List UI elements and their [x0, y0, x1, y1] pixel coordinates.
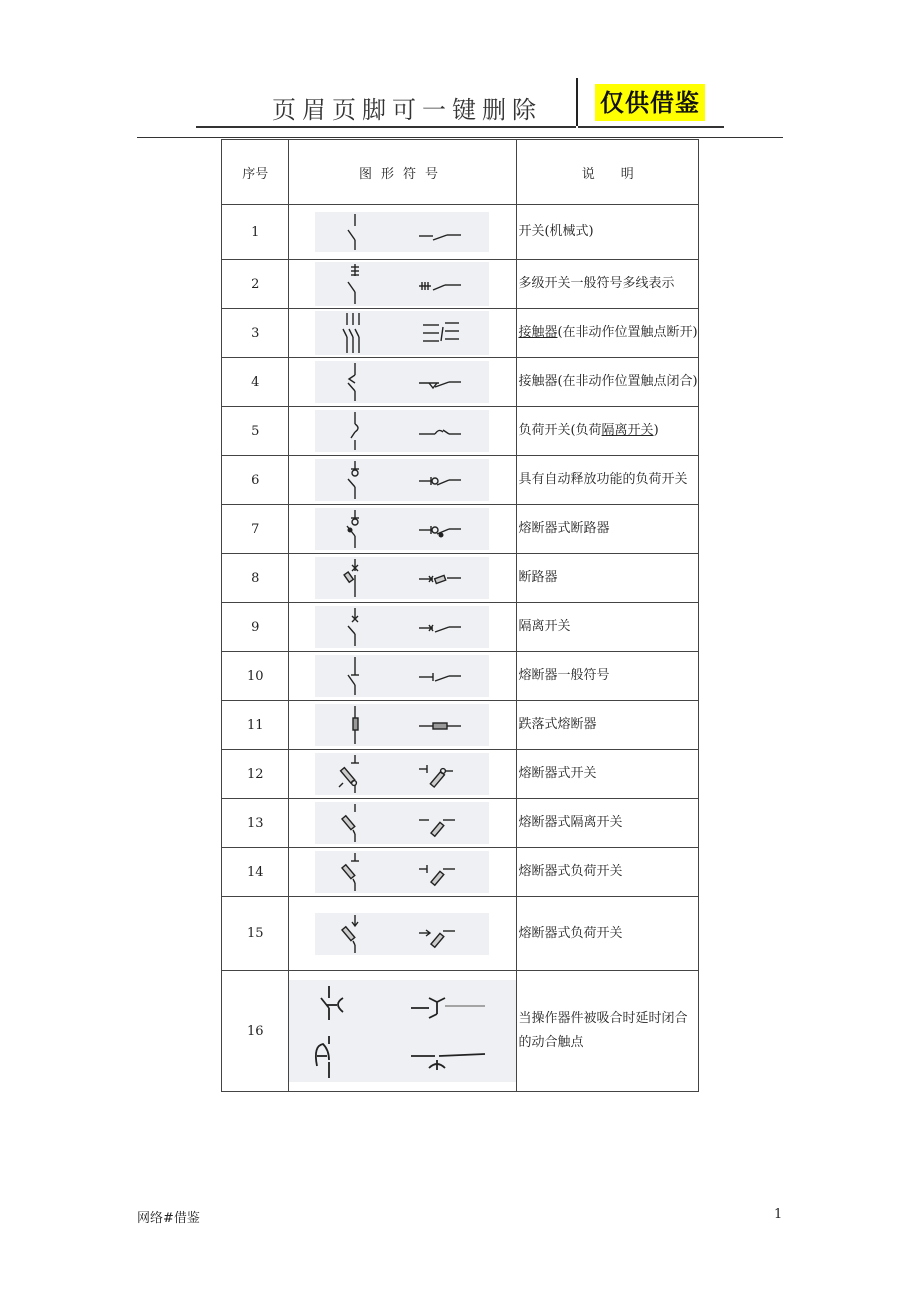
row-index: 2	[222, 260, 289, 309]
row-description: 接触器(在非动作位置触点闭合)	[517, 358, 699, 407]
fuse-disconnector-symbol-icon	[315, 802, 489, 844]
table-header-row	[222, 140, 699, 205]
row-description: 熔断器式负荷开关	[517, 897, 699, 971]
row-description: 隔离开关	[517, 603, 699, 652]
col-header-index: 序号	[222, 140, 289, 205]
drop-out-fuse-symbol-icon	[315, 704, 489, 746]
table-row	[222, 799, 699, 848]
row-index: 11	[222, 701, 289, 750]
row-description: 多级开关一般符号多线表示	[517, 260, 699, 309]
row-index: 7	[222, 505, 289, 554]
fuse-load-switch-symbol-icon	[315, 851, 489, 893]
banner-title: 页眉页脚可一键删除	[272, 96, 542, 124]
row-description: 当操作器件被吸合时延时闭合的动合触点	[517, 971, 699, 1092]
symbol-cell	[289, 456, 517, 505]
row-description: 熔断器式隔离开关	[517, 799, 699, 848]
banner-left	[196, 78, 576, 128]
header-rule	[137, 137, 783, 138]
contactor-no-symbol-icon	[315, 311, 489, 355]
symbol-cell	[289, 897, 517, 971]
row-index: 1	[222, 205, 289, 260]
banner-right	[578, 78, 724, 128]
table-row	[222, 505, 699, 554]
table-row	[222, 652, 699, 701]
symbol-table	[221, 139, 699, 1092]
contactor-nc-symbol-icon	[315, 361, 489, 403]
row-description: 熔断器式开关	[517, 750, 699, 799]
table-row	[222, 554, 699, 603]
table-row	[222, 701, 699, 750]
row-description: 跌落式熔断器	[517, 701, 699, 750]
fuse-breaker-symbol-icon	[315, 508, 489, 550]
row-index: 6	[222, 456, 289, 505]
fuse-switch-symbol-icon	[315, 753, 489, 795]
row-description: 熔断器式断路器	[517, 505, 699, 554]
symbol-cell	[289, 205, 517, 260]
row-index: 16	[222, 971, 289, 1092]
auto-release-load-switch-symbol-icon	[315, 459, 489, 501]
row-description: 开关(机械式)	[517, 205, 699, 260]
table-row	[222, 897, 699, 971]
table-row	[222, 971, 699, 1092]
symbol-cell	[289, 309, 517, 358]
symbol-cell	[289, 260, 517, 309]
row-description: 熔断器式负荷开关	[517, 848, 699, 897]
table-row	[222, 205, 699, 260]
symbol-cell	[289, 701, 517, 750]
col-header-symbol: 图形符号	[289, 140, 517, 205]
disconnector-link[interactable]: 隔离开关	[601, 423, 654, 438]
row-description: 断路器	[517, 554, 699, 603]
symbol-cell	[289, 554, 517, 603]
table-row	[222, 260, 699, 309]
table-row	[222, 456, 699, 505]
col-header-description: 说 明	[517, 140, 699, 205]
row-index: 9	[222, 603, 289, 652]
symbol-cell	[289, 750, 517, 799]
symbol-cell	[289, 971, 517, 1092]
row-index: 15	[222, 897, 289, 971]
disconnector-symbol-icon	[315, 606, 489, 648]
page-number: 1	[774, 1207, 783, 1222]
table-row	[222, 407, 699, 456]
row-index: 13	[222, 799, 289, 848]
multi-pole-switch-symbol-icon	[315, 262, 489, 306]
row-description: 接触器(在非动作位置触点断开)	[517, 309, 699, 358]
table-row	[222, 358, 699, 407]
table-row	[222, 750, 699, 799]
symbol-cell	[289, 505, 517, 554]
fuse-general-symbol-icon	[315, 655, 489, 697]
delayed-closing-contact-symbol-icon	[289, 980, 516, 1082]
row-index: 4	[222, 358, 289, 407]
symbol-cell	[289, 848, 517, 897]
symbol-cell	[289, 652, 517, 701]
circuit-breaker-symbol-icon	[315, 557, 489, 599]
header-banner	[196, 78, 724, 130]
row-index: 10	[222, 652, 289, 701]
row-index: 12	[222, 750, 289, 799]
row-index: 14	[222, 848, 289, 897]
reference-stamp: 仅供借鉴	[595, 84, 705, 121]
row-description: 负荷开关(负荷隔离开关)	[517, 407, 699, 456]
symbol-cell	[289, 407, 517, 456]
row-index: 3	[222, 309, 289, 358]
switch-mechanical-symbol-icon	[315, 212, 489, 252]
row-index: 5	[222, 407, 289, 456]
symbol-cell	[289, 603, 517, 652]
row-index: 8	[222, 554, 289, 603]
symbol-cell	[289, 799, 517, 848]
symbol-cell	[289, 358, 517, 407]
footer-note: 网络#借鉴	[137, 1211, 200, 1226]
row-description: 熔断器一般符号	[517, 652, 699, 701]
fuse-load-switch-alt-symbol-icon	[315, 913, 489, 955]
row-description: 具有自动释放功能的负荷开关	[517, 456, 699, 505]
contactor-link[interactable]: 接触器	[518, 325, 558, 340]
table-row	[222, 309, 699, 358]
table-row	[222, 848, 699, 897]
table-row	[222, 603, 699, 652]
load-switch-symbol-icon	[315, 410, 489, 452]
